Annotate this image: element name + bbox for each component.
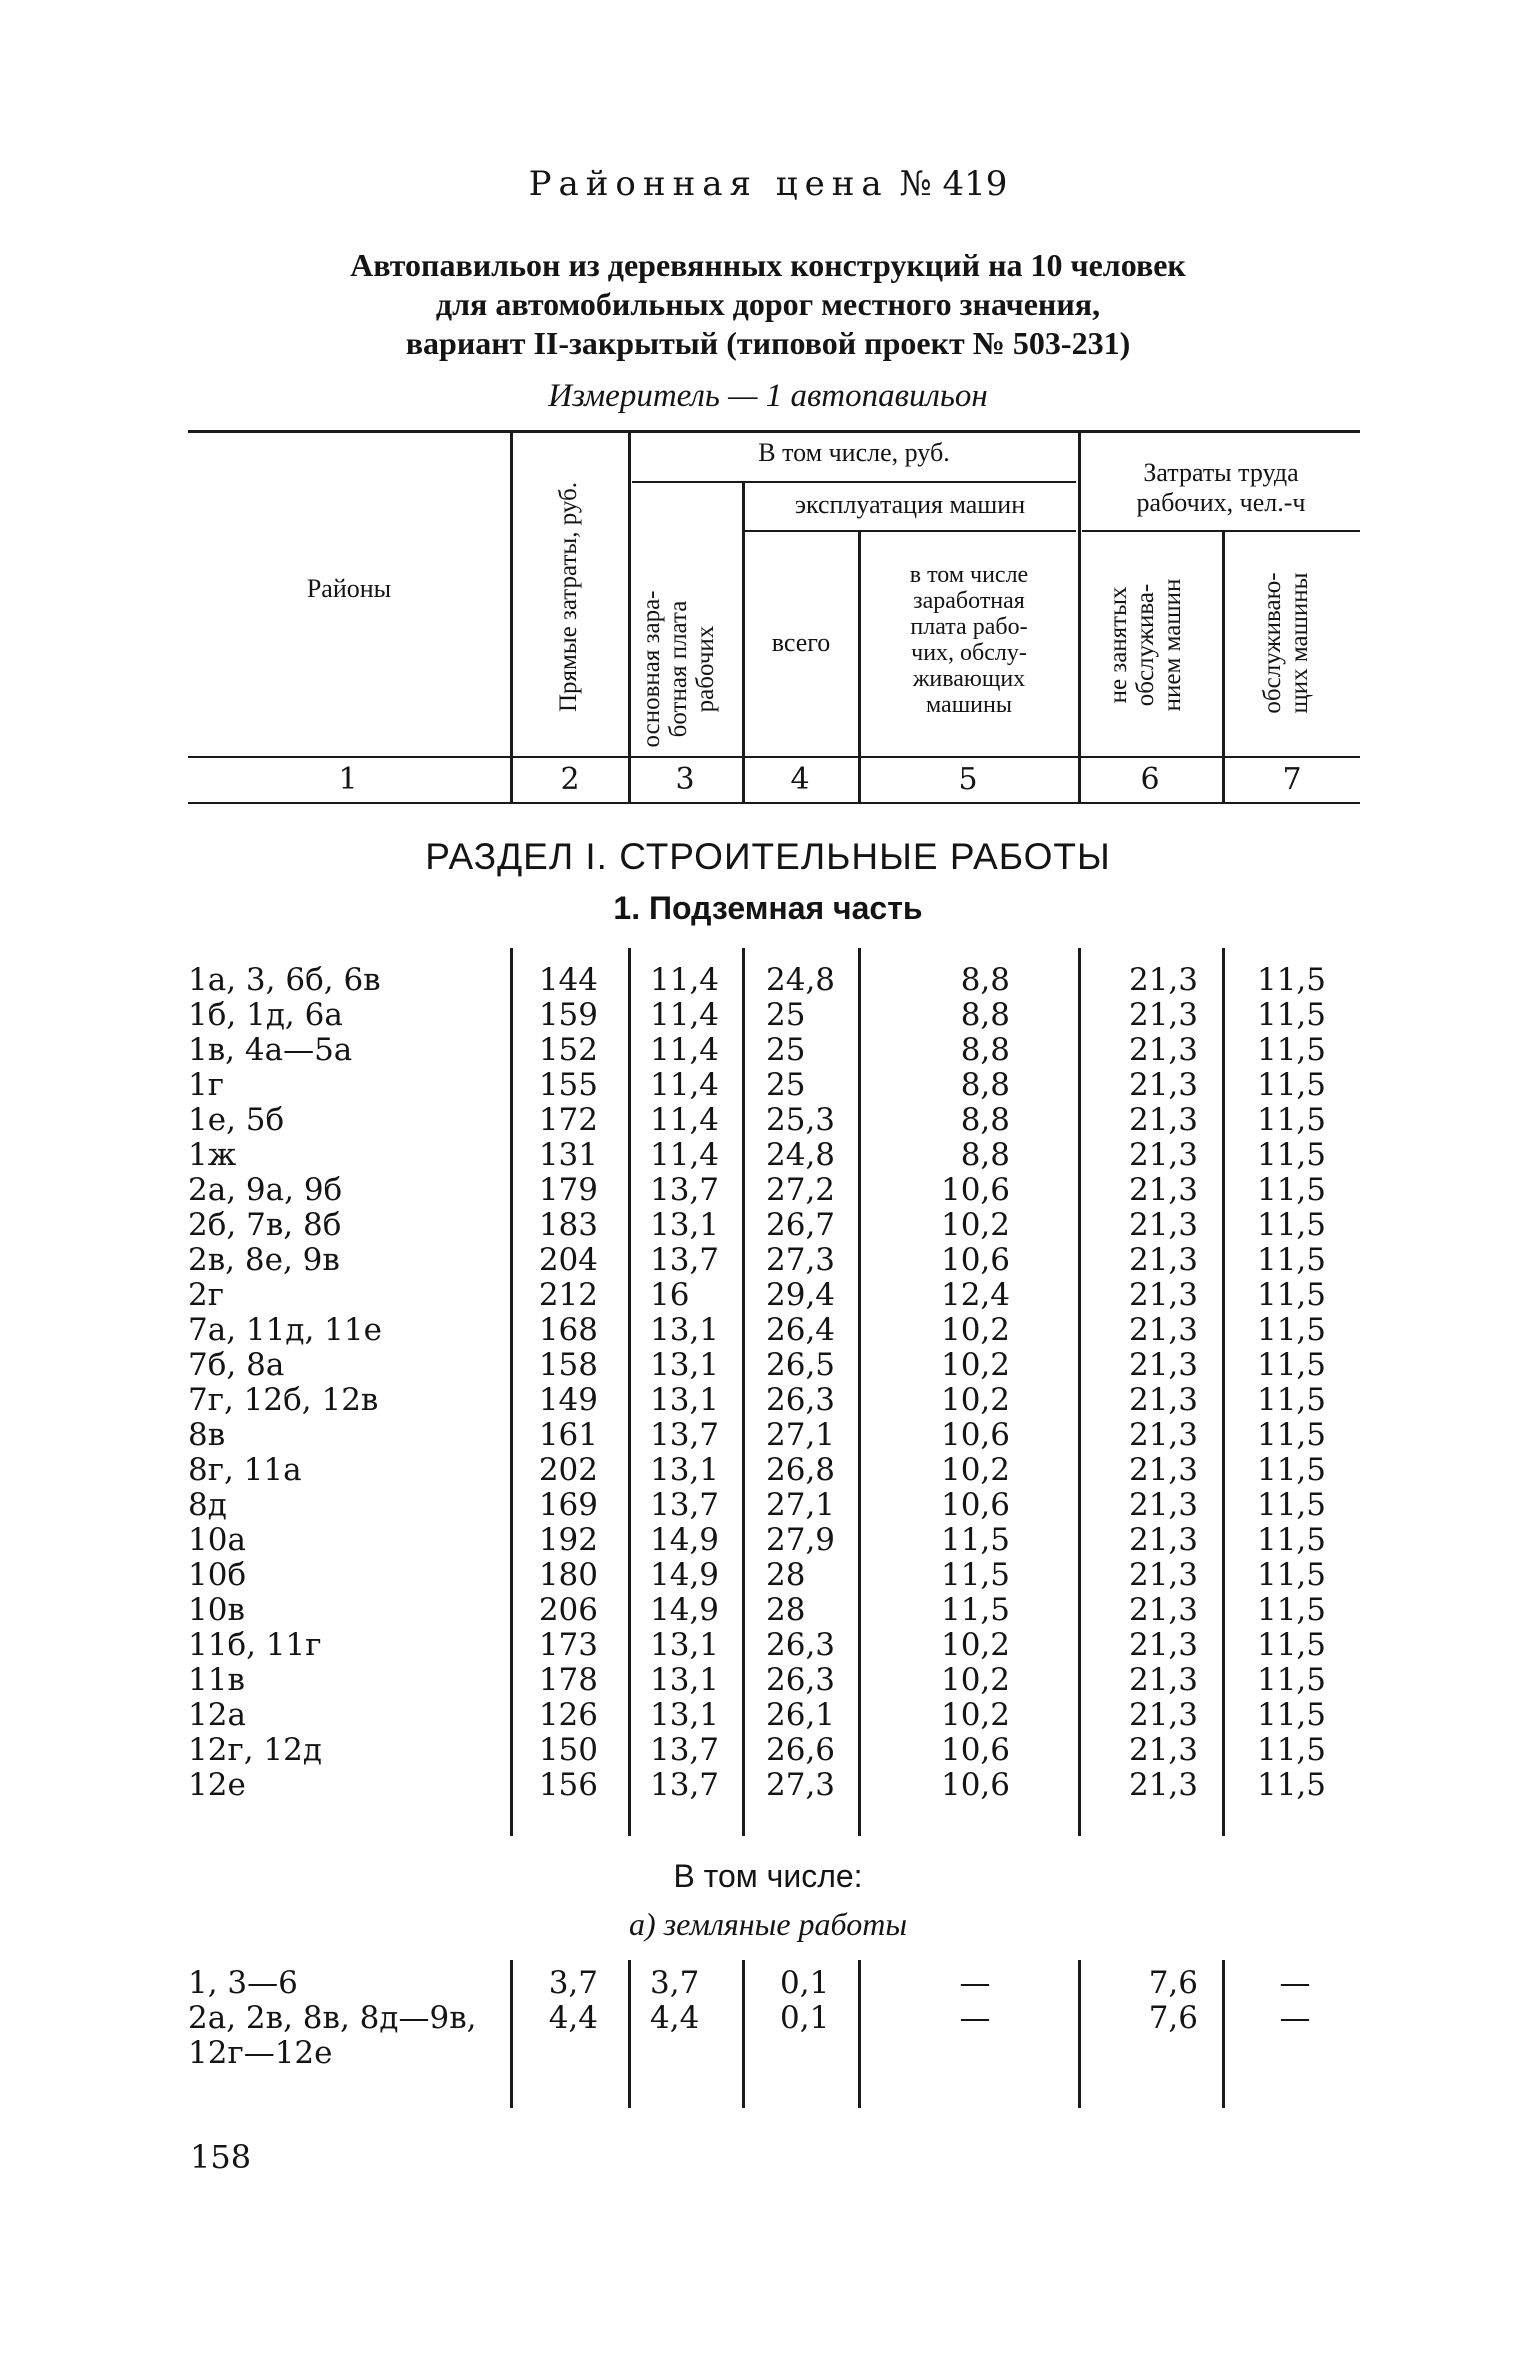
table-row xyxy=(0,1173,1536,1208)
colnum: 7 xyxy=(1282,762,1302,797)
labor-servicing-cell: — xyxy=(1279,2000,1311,2036)
labor-not-busy-cell: 21,3 xyxy=(1128,1452,1198,1488)
region-cell: 12е xyxy=(188,1767,246,1803)
table-row xyxy=(0,998,1536,1033)
machines-salary-cell: 10,2 xyxy=(940,1382,1010,1418)
region-cell: 1в, 4а—5а xyxy=(188,1032,353,1068)
including-label: В том числе: xyxy=(673,1858,863,1894)
colnum: 3 xyxy=(675,762,695,797)
direct-costs-cell: 172 xyxy=(538,1102,598,1138)
machines-total-cell: 26,4 xyxy=(766,1312,836,1348)
direct-costs-cell: 168 xyxy=(538,1312,598,1348)
labor-not-busy-cell: 21,3 xyxy=(1128,997,1198,1033)
labor-servicing-cell: 11,5 xyxy=(1256,1312,1326,1348)
machines-salary-cell: 8,8 xyxy=(960,1102,1010,1138)
labor-not-busy-cell: 21,3 xyxy=(1128,1662,1198,1698)
machines-salary-cell: 10,6 xyxy=(940,1487,1010,1523)
machines-salary-cell: — xyxy=(959,1965,991,2001)
direct-costs-cell: 180 xyxy=(538,1557,598,1593)
base-salary-cell: 13,1 xyxy=(650,1382,720,1418)
region-cell: 1а, 3, 6б, 6в xyxy=(188,962,381,998)
direct-costs-cell: 152 xyxy=(538,1032,598,1068)
table-row xyxy=(0,1768,1536,1803)
direct-costs-cell: 178 xyxy=(538,1662,598,1698)
labor-not-busy-cell: 21,3 xyxy=(1128,1522,1198,1558)
labor-servicing-cell: 11,5 xyxy=(1256,1732,1326,1768)
table-row xyxy=(0,1138,1536,1173)
base-salary-cell: 13,1 xyxy=(650,1627,720,1663)
colnum: 1 xyxy=(338,762,358,797)
base-salary-cell: 13,7 xyxy=(650,1172,720,1208)
labor-servicing-cell: 11,5 xyxy=(1256,1242,1326,1278)
region-cell: 8в xyxy=(188,1417,226,1453)
labor-not-busy-cell: 21,3 xyxy=(1128,1277,1198,1313)
subtitle-line: вариант II-закрытый (типовой проект № 503-231) xyxy=(405,325,1131,361)
machines-salary-cell: 10,2 xyxy=(940,1207,1010,1243)
machines-total-cell: 26,6 xyxy=(766,1732,836,1768)
machines-total-cell: 26,7 xyxy=(766,1207,836,1243)
machines-total-cell: 27,3 xyxy=(766,1242,836,1278)
labor-not-busy-cell: 21,3 xyxy=(1128,1557,1198,1593)
direct-costs-cell: 126 xyxy=(538,1697,598,1733)
labor-not-busy-cell: 21,3 xyxy=(1128,1102,1198,1138)
header-total: всего xyxy=(771,628,831,657)
direct-costs-cell: 206 xyxy=(538,1592,598,1628)
direct-costs-cell: 183 xyxy=(538,1207,598,1243)
base-salary-cell: 13,7 xyxy=(650,1767,720,1803)
direct-costs-cell: 202 xyxy=(538,1452,598,1488)
direct-costs-cell: 192 xyxy=(538,1522,598,1558)
machines-total-cell: 27,1 xyxy=(766,1487,836,1523)
labor-not-busy-cell: 7,6 xyxy=(1148,2000,1198,2036)
table-row xyxy=(0,1488,1536,1523)
region-cell: 12г, 12д xyxy=(188,1732,322,1768)
machines-total-cell: 25 xyxy=(766,1067,806,1103)
machines-total-cell: 24,8 xyxy=(766,1137,836,1173)
direct-costs-cell: 155 xyxy=(538,1067,598,1103)
table-row xyxy=(0,1698,1536,1733)
header-divider xyxy=(628,432,631,802)
labor-not-busy-cell: 21,3 xyxy=(1128,1347,1198,1383)
labor-servicing-cell: 11,5 xyxy=(1256,1487,1326,1523)
header-not-busy: не занятых обслужива- нием машин xyxy=(1105,578,1186,712)
region-cell: 10в xyxy=(188,1592,245,1628)
labor-not-busy-cell: 21,3 xyxy=(1128,1627,1198,1663)
labor-servicing-cell: 11,5 xyxy=(1256,1767,1326,1803)
table-row xyxy=(0,1103,1536,1138)
machines-total-cell: 26,8 xyxy=(766,1452,836,1488)
title-number: № 419 xyxy=(899,164,1008,204)
table-row xyxy=(0,1663,1536,1698)
base-salary-cell: 11,4 xyxy=(650,962,720,998)
section-title: РАЗДЕЛ I. СТРОИТЕЛЬНЫЕ РАБОТЫ xyxy=(425,836,1111,877)
subtitle xyxy=(200,246,1336,363)
machines-salary-cell: 11,5 xyxy=(940,1557,1010,1593)
labor-servicing-cell: 11,5 xyxy=(1256,1172,1326,1208)
header-bottom-rule xyxy=(188,756,1360,758)
earth-row xyxy=(0,2036,1536,2071)
table-row xyxy=(0,1278,1536,1313)
machines-rule xyxy=(744,530,1076,532)
header-direct-costs: Прямые затраты, руб. xyxy=(555,481,582,713)
including-rule xyxy=(632,481,1076,483)
base-salary-cell: 13,1 xyxy=(650,1452,720,1488)
machines-total-cell: 25 xyxy=(766,1032,806,1068)
labor-servicing-cell: 11,5 xyxy=(1256,1627,1326,1663)
region-cell: 1ж xyxy=(188,1137,237,1173)
base-salary-cell: 11,4 xyxy=(650,1102,720,1138)
header-labor: Затраты труда рабочих, чел.-ч xyxy=(1136,458,1306,517)
region-cell: 1г xyxy=(188,1067,224,1103)
labor-servicing-cell: 11,5 xyxy=(1256,1032,1326,1068)
table-row xyxy=(0,963,1536,998)
direct-costs-cell: 4,4 xyxy=(548,2000,598,2036)
machines-total-cell: 26,3 xyxy=(766,1627,836,1663)
machines-total-cell: 24,8 xyxy=(766,962,836,998)
region-cell: 2б, 7в, 8б xyxy=(188,1207,342,1243)
table-row xyxy=(0,1033,1536,1068)
machines-total-cell: 26,5 xyxy=(766,1347,836,1383)
table-row xyxy=(0,1593,1536,1628)
machines-salary-cell: 8,8 xyxy=(960,997,1010,1033)
table-row xyxy=(0,1313,1536,1348)
base-salary-cell: 13,1 xyxy=(650,1312,720,1348)
labor-not-busy-cell: 21,3 xyxy=(1128,1417,1198,1453)
base-salary-cell: 11,4 xyxy=(650,1067,720,1103)
header-regions: Районы xyxy=(306,574,392,603)
base-salary-cell: 13,1 xyxy=(650,1207,720,1243)
earth-row xyxy=(0,1966,1536,2001)
header-servicing: обслуживаю- щих машины xyxy=(1259,572,1313,714)
region-cell: 11б, 11г xyxy=(188,1627,322,1663)
region-cell: 12а xyxy=(188,1697,246,1733)
machines-total-cell: 0,1 xyxy=(780,1965,830,2001)
labor-not-busy-cell: 21,3 xyxy=(1128,1137,1198,1173)
machines-total-cell: 27,1 xyxy=(766,1417,836,1453)
base-salary-cell: 14,9 xyxy=(650,1522,720,1558)
machines-salary-cell: 10,2 xyxy=(940,1697,1010,1733)
machines-salary-cell: 10,2 xyxy=(940,1627,1010,1663)
machines-salary-cell: 11,5 xyxy=(940,1522,1010,1558)
direct-costs-cell: 131 xyxy=(538,1137,598,1173)
region-cell: 10а xyxy=(188,1522,246,1558)
region-cell: 11в xyxy=(188,1662,245,1698)
machines-salary-cell: 8,8 xyxy=(960,962,1010,998)
base-salary-cell: 3,7 xyxy=(650,1965,700,2001)
header-divider xyxy=(858,532,861,802)
header-base-salary: основная зара- ботная плата рабочих xyxy=(638,590,719,748)
labor-servicing-cell: 11,5 xyxy=(1256,1137,1326,1173)
machines-total-cell: 28 xyxy=(766,1557,806,1593)
labor-not-busy-cell: 21,3 xyxy=(1128,1592,1198,1628)
labor-servicing-cell: 11,5 xyxy=(1256,1522,1326,1558)
labor-not-busy-cell: 7,6 xyxy=(1148,1965,1198,2001)
labor-servicing-cell: 11,5 xyxy=(1256,997,1326,1033)
region-cell: 1, 3—6 xyxy=(188,1965,298,2001)
region-cell: 1е, 5б xyxy=(188,1102,285,1138)
labor-servicing-cell: 11,5 xyxy=(1256,1662,1326,1698)
base-salary-cell: 14,9 xyxy=(650,1592,720,1628)
labor-not-busy-cell: 21,3 xyxy=(1128,1172,1198,1208)
title-prefix: Районная цена xyxy=(528,164,889,204)
labor-not-busy-cell: 21,3 xyxy=(1128,1207,1198,1243)
machines-total-cell: 27,2 xyxy=(766,1172,836,1208)
base-salary-cell: 11,4 xyxy=(650,1032,720,1068)
table-row xyxy=(0,1628,1536,1663)
direct-costs-cell: 149 xyxy=(538,1382,598,1418)
subtitle-line: для автомобильных дорог местного значения, xyxy=(435,286,1101,322)
earth-row xyxy=(0,2001,1536,2036)
base-salary-cell: 14,9 xyxy=(650,1557,720,1593)
base-salary-cell: 11,4 xyxy=(650,997,720,1033)
base-salary-cell: 13,7 xyxy=(650,1487,720,1523)
table-row xyxy=(0,1558,1536,1593)
machines-total-cell: 26,3 xyxy=(766,1382,836,1418)
labor-servicing-cell: 11,5 xyxy=(1256,1697,1326,1733)
machines-total-cell: 25 xyxy=(766,997,806,1033)
labor-not-busy-cell: 21,3 xyxy=(1128,1487,1198,1523)
machines-salary-cell: 10,2 xyxy=(940,1312,1010,1348)
region-cell: 12г—12е xyxy=(188,2035,333,2071)
labor-servicing-cell: 11,5 xyxy=(1256,1557,1326,1593)
labor-rule xyxy=(1082,530,1360,532)
labor-servicing-cell: 11,5 xyxy=(1256,1277,1326,1313)
subtitle-line: Автопавильон из деревянных конструкций на 10 человек xyxy=(350,247,1186,283)
header-including: В том числе, руб. xyxy=(758,438,950,467)
machines-total-cell: 29,4 xyxy=(766,1277,836,1313)
base-salary-cell: 4,4 xyxy=(650,2000,700,2036)
header-machine-operation: эксплуатация машин xyxy=(794,490,1026,519)
machines-salary-cell: 10,2 xyxy=(940,1452,1010,1488)
machines-total-cell: 26,1 xyxy=(766,1697,836,1733)
region-cell: 10б xyxy=(188,1557,247,1593)
direct-costs-cell: 204 xyxy=(538,1242,598,1278)
header-divider xyxy=(510,432,513,802)
direct-costs-cell: 179 xyxy=(538,1172,598,1208)
machines-salary-cell: 8,8 xyxy=(960,1032,1010,1068)
base-salary-cell: 13,1 xyxy=(650,1347,720,1383)
direct-costs-cell: 161 xyxy=(538,1417,598,1453)
measure-unit: Измеритель — 1 автопавильон xyxy=(548,378,988,414)
machines-salary-cell: 10,6 xyxy=(940,1417,1010,1453)
header-divider xyxy=(1078,432,1081,802)
region-cell: 1б, 1д, 6а xyxy=(188,997,343,1033)
labor-not-busy-cell: 21,3 xyxy=(1128,1382,1198,1418)
table-row xyxy=(0,1243,1536,1278)
region-cell: 7а, 11д, 11е xyxy=(188,1312,382,1348)
region-cell: 8д xyxy=(188,1487,227,1523)
earthworks-label: а) земляные работы xyxy=(629,1906,907,1942)
labor-servicing-cell: 11,5 xyxy=(1256,1417,1326,1453)
base-salary-cell: 13,7 xyxy=(650,1242,720,1278)
region-cell: 8г, 11а xyxy=(188,1452,302,1488)
header-divider xyxy=(1222,532,1225,802)
labor-not-busy-cell: 21,3 xyxy=(1128,962,1198,998)
labor-servicing-cell: 11,5 xyxy=(1256,1592,1326,1628)
region-cell: 2а, 9а, 9б xyxy=(188,1172,343,1208)
labor-servicing-cell: 11,5 xyxy=(1256,1067,1326,1103)
machines-salary-cell: 10,6 xyxy=(940,1732,1010,1768)
machines-total-cell: 28 xyxy=(766,1592,806,1628)
base-salary-cell: 13,1 xyxy=(650,1662,720,1698)
table-row xyxy=(0,1383,1536,1418)
labor-not-busy-cell: 21,3 xyxy=(1128,1732,1198,1768)
labor-not-busy-cell: 21,3 xyxy=(1128,1697,1198,1733)
machines-salary-cell: 8,8 xyxy=(960,1137,1010,1173)
subsection-title: 1. Подземная часть xyxy=(613,890,923,926)
table-row xyxy=(0,1523,1536,1558)
labor-not-busy-cell: 21,3 xyxy=(1128,1767,1198,1803)
machines-total-cell: 27,9 xyxy=(766,1522,836,1558)
labor-not-busy-cell: 21,3 xyxy=(1128,1067,1198,1103)
labor-servicing-cell: 11,5 xyxy=(1256,1347,1326,1383)
labor-servicing-cell: — xyxy=(1279,1965,1311,2001)
machines-salary-cell: 10,6 xyxy=(940,1767,1010,1803)
direct-costs-cell: 158 xyxy=(538,1347,598,1383)
machines-salary-cell: 8,8 xyxy=(960,1067,1010,1103)
direct-costs-cell: 144 xyxy=(538,962,598,998)
region-cell: 7б, 8а xyxy=(188,1347,285,1383)
machines-total-cell: 0,1 xyxy=(780,2000,830,2036)
labor-servicing-cell: 11,5 xyxy=(1256,1382,1326,1418)
colnum: 2 xyxy=(560,762,580,797)
labor-servicing-cell: 11,5 xyxy=(1256,1452,1326,1488)
direct-costs-cell: 156 xyxy=(538,1767,598,1803)
machines-total-cell: 25,3 xyxy=(766,1102,836,1138)
direct-costs-cell: 159 xyxy=(538,997,598,1033)
labor-servicing-cell: 11,5 xyxy=(1256,962,1326,998)
direct-costs-cell: 173 xyxy=(538,1627,598,1663)
machines-salary-cell: 10,2 xyxy=(940,1347,1010,1383)
machines-salary-cell: — xyxy=(959,2000,991,2036)
table-row xyxy=(0,1068,1536,1103)
table-row xyxy=(0,1733,1536,1768)
colnum-bottom-rule xyxy=(188,802,1360,804)
colnum: 6 xyxy=(1140,762,1160,797)
labor-not-busy-cell: 21,3 xyxy=(1128,1242,1198,1278)
machines-total-cell: 27,3 xyxy=(766,1767,836,1803)
machines-salary-cell: 10,6 xyxy=(940,1242,1010,1278)
labor-servicing-cell: 11,5 xyxy=(1256,1207,1326,1243)
labor-not-busy-cell: 21,3 xyxy=(1128,1312,1198,1348)
direct-costs-cell: 3,7 xyxy=(548,1965,598,2001)
direct-costs-cell: 212 xyxy=(538,1277,598,1313)
header-incl-salary: в том числе заработная плата рабо- чих, обслу- живающих машины xyxy=(909,562,1029,718)
direct-costs-cell: 150 xyxy=(538,1732,598,1768)
table-row xyxy=(0,1208,1536,1243)
region-cell: 7г, 12б, 12в xyxy=(188,1382,379,1418)
labor-not-busy-cell: 21,3 xyxy=(1128,1032,1198,1068)
region-cell: 2г xyxy=(188,1277,224,1313)
machines-salary-cell: 10,6 xyxy=(940,1172,1010,1208)
base-salary-cell: 13,1 xyxy=(650,1697,720,1733)
region-cell: 2в, 8е, 9в xyxy=(188,1242,340,1278)
table-row xyxy=(0,1348,1536,1383)
table-row xyxy=(0,1418,1536,1453)
machines-salary-cell: 11,5 xyxy=(940,1592,1010,1628)
base-salary-cell: 16 xyxy=(650,1277,690,1313)
direct-costs-cell: 169 xyxy=(538,1487,598,1523)
colnum: 5 xyxy=(958,762,978,797)
base-salary-cell: 13,7 xyxy=(650,1417,720,1453)
page-number: 158 xyxy=(190,2138,252,2176)
page-title xyxy=(0,164,1536,204)
machines-salary-cell: 12,4 xyxy=(940,1277,1010,1313)
colnum: 4 xyxy=(790,762,810,797)
region-cell: 2а, 2в, 8в, 8д—9в, xyxy=(188,2000,477,2036)
base-salary-cell: 11,4 xyxy=(650,1137,720,1173)
table-top-rule xyxy=(188,430,1360,433)
machines-salary-cell: 10,2 xyxy=(940,1662,1010,1698)
machines-total-cell: 26,3 xyxy=(766,1662,836,1698)
table-row xyxy=(0,1453,1536,1488)
labor-servicing-cell: 11,5 xyxy=(1256,1102,1326,1138)
base-salary-cell: 13,7 xyxy=(650,1732,720,1768)
